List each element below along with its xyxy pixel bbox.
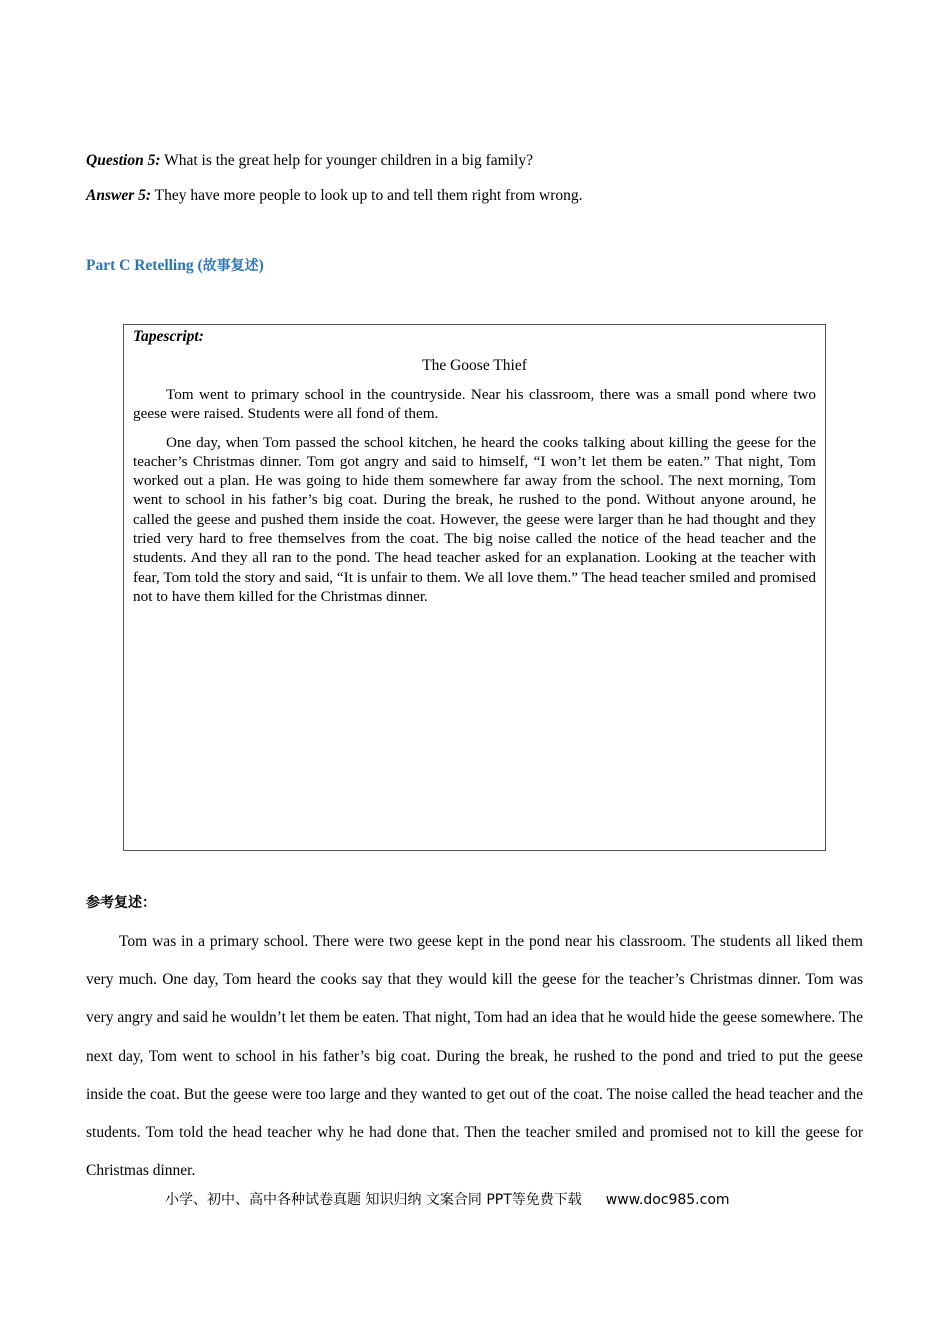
story-paragraph: Tom went to primary school in the countryside. Near his classroom, there was a small pond where two geese were raised. Students were all fond of them. xyxy=(133,386,816,423)
section-heading-part-c xyxy=(86,256,264,276)
tapescript-label: Tapescript: xyxy=(133,328,204,345)
retelling-heading: 参考复述： xyxy=(86,895,156,911)
story-paragraph: One day, when Tom passed the school kitchen, he heard the cooks talking about killing the geese for the teacher’s Christmas dinner. Tom got angry and said to himself, “I won’t let them be eaten.” That night, Tom worked out a plan. He was going to hide them somewhere far away from the school. The next morning, Tom went to school in his father’s big coat. During the break, he rushed to the pond. Without anyone around, he called the geese and pushed them inside the coat. However, the geese were larger than he had thought and they tried very hard to free themselves from the coat. The big noise called the notice of the head teacher and the students. And they all ran to the pond. The head teacher asked for an explanation. Looking at the teacher with fear, Tom told the story and said, “It is unfair to them. We all love them.” The head teacher smiled and promised not to have them killed for the Christmas dinner. xyxy=(133,433,816,605)
question-5 xyxy=(86,151,876,171)
tapescript-box xyxy=(123,324,826,851)
question-text: What is the great help for younger children in a big family? xyxy=(160,152,533,169)
question-label: Question 5: xyxy=(86,152,161,169)
footer-text: 小学、初中、高中各种试卷真题 知识归纳 文案合同 PPT等免费下载 xyxy=(165,1192,582,1208)
footer-url[interactable]: www.doc985.com xyxy=(605,1192,730,1208)
section-heading-close: ) xyxy=(258,257,264,274)
section-heading-en: Part C Retelling ( xyxy=(86,257,203,274)
answer-5 xyxy=(86,186,876,206)
answer-label: Answer 5: xyxy=(86,187,152,204)
retelling-text: Tom was in a primary school. There were two geese kept in the pond near his classroom. The students all liked them very much. One day, Tom heard the cooks say that they would kill the geese for the teacher’s Christmas dinner. Tom was very angry and said he wouldn’t let them be eaten. That night, Tom had an idea that he would hide the geese somewhere. The next day, Tom went to school in his father’s big coat. During the break, he rushed to the pond and tried to put the geese inside the coat. But the geese were too large and they wanted to get out of the coat. The noise called the head teacher and the students. Tom told the head teacher why he had done that. Then the teacher smiled and promised not to kill the geese for Christmas dinner. xyxy=(86,933,863,1180)
answer-text: They have more people to look up to and tell them right from wrong. xyxy=(151,187,583,204)
story-title: The Goose Thief xyxy=(422,357,527,374)
page-footer xyxy=(165,1190,730,1210)
section-heading-cn: 故事复述 xyxy=(202,258,259,274)
